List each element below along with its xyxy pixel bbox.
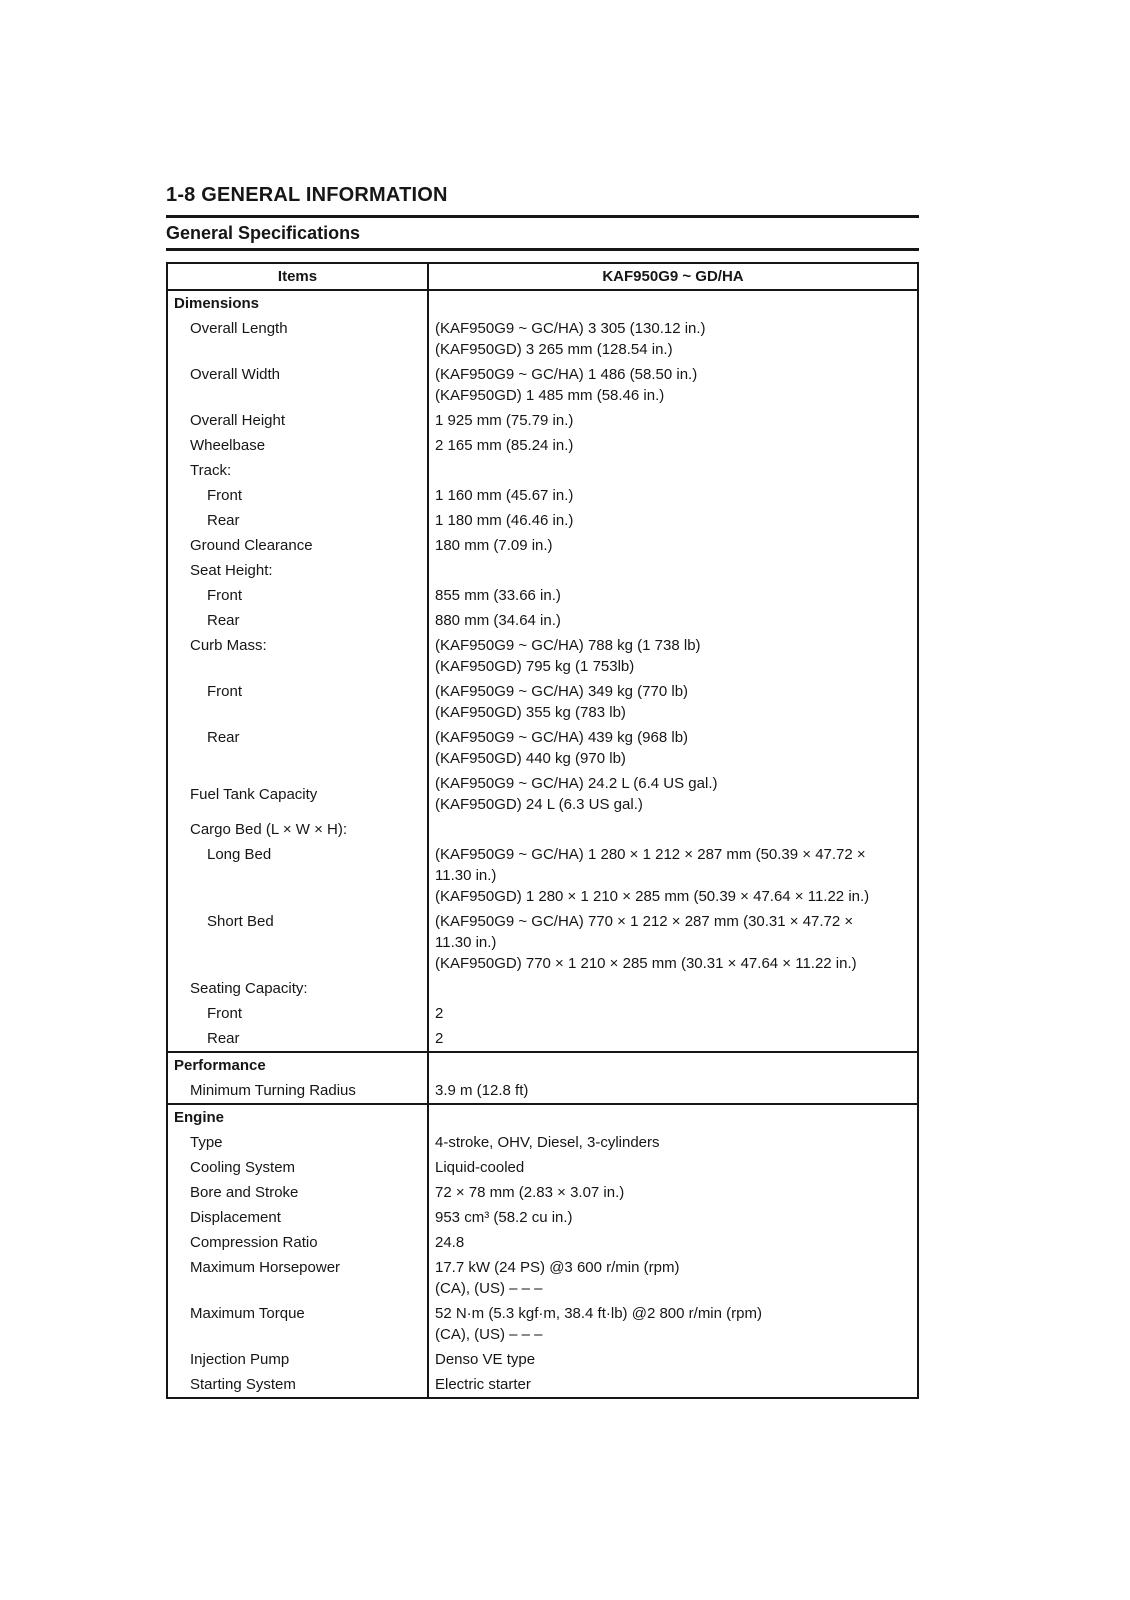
table-header-row [168,264,917,291]
title-rule [166,215,919,218]
row-value-line: 953 cm³ (58.2 cu in.) [435,1209,573,1226]
row-value-line: (KAF950GD) 440 kg (970 lb) [435,750,626,767]
table-row [168,1103,917,1130]
row-value [429,842,917,909]
row-label: Short Bed [168,909,429,976]
row-value [429,1205,917,1230]
row-value-line: (KAF950GD) 1 280 × 1 210 × 285 mm (50.39 × 47.64 × 11.22 in.) [435,888,870,905]
row-label: Front [168,1001,429,1026]
row-value [429,316,917,362]
row-label: Dimensions [168,291,429,316]
row-value [429,909,917,976]
table-row [168,508,917,533]
row-value [429,608,917,633]
table-row [168,458,917,483]
row-value [429,483,917,508]
row-value [429,633,917,679]
row-label: Overall Width [168,362,429,408]
row-label: Rear [168,725,429,771]
model-column-header: KAF950G9 ~ GD/HA [602,268,744,285]
table-row [168,1301,917,1347]
table-row [168,362,917,408]
row-label: Seating Capacity: [168,976,429,1001]
table-row [168,558,917,583]
row-value-line: 17.7 kW (24 PS) @3 600 r/min (rpm) [435,1259,680,1276]
row-value-line: (KAF950G9 ~ GC/HA) 24.2 L (6.4 US gal.) [435,775,718,792]
row-value-line: 11.30 in.) [435,867,497,884]
row-value-line: Denso VE type [435,1351,536,1368]
row-label: Minimum Turning Radius [168,1078,429,1103]
subsection-title: General Specifications [166,223,361,243]
table-row [168,1205,917,1230]
row-label: Engine [168,1105,429,1130]
row-value-line: Liquid-cooled [435,1159,525,1176]
row-value-line: 880 mm (34.64 in.) [435,612,561,629]
table-row [168,1130,917,1155]
row-value-line: 11.30 in.) [435,934,497,951]
row-value [429,558,917,583]
row-value-line: (KAF950G9 ~ GC/HA) 3 305 (130.12 in.) [435,320,706,337]
row-value-line: (KAF950G9 ~ GC/HA) 439 kg (968 lb) [435,729,689,746]
table-row [168,533,917,558]
spec-table-body [168,291,917,1397]
row-value [429,1105,917,1130]
row-value-line: (KAF950G9 ~ GC/HA) 788 kg (1 738 lb) [435,637,701,654]
row-label: Seat Height: [168,558,429,583]
row-value [429,1001,917,1026]
row-value-line: 1 160 mm (45.67 in.) [435,487,574,504]
row-label: Cooling System [168,1155,429,1180]
row-value [429,679,917,725]
row-label: Type [168,1130,429,1155]
row-value [429,976,917,1001]
table-row [168,1372,917,1397]
row-value-line: 4-stroke, OHV, Diesel, 3-cylinders [435,1134,660,1151]
page-content [166,183,919,1399]
table-row [168,1347,917,1372]
general-specifications-table [166,262,919,1399]
row-value [429,533,917,558]
row-value [429,771,917,817]
row-value-line: (KAF950G9 ~ GC/HA) 1 486 (58.50 in.) [435,366,698,383]
row-value-line: 1 925 mm (75.79 in.) [435,412,574,429]
row-value [429,725,917,771]
row-value-line: (KAF950G9 ~ GC/HA) 770 × 1 212 × 287 mm (30.31 × 47.72 × [435,913,854,930]
row-value-line: 52 N·m (5.3 kgf·m, 38.4 ft·lb) @2 800 r/min (rpm) [435,1305,762,1322]
row-label: Overall Height [168,408,429,433]
row-label: Performance [168,1053,429,1078]
row-value [429,408,917,433]
row-value [429,583,917,608]
row-label: Cargo Bed (L × W × H): [168,817,429,842]
row-value-line: (KAF950G9 ~ GC/HA) 1 280 × 1 212 × 287 mm (50.39 × 47.72 × [435,846,866,863]
table-row [168,291,917,316]
table-row [168,1180,917,1205]
row-value-line: (KAF950GD) 24 L (6.3 US gal.) [435,796,643,813]
table-row [168,608,917,633]
row-value-line: 24.8 [435,1234,465,1251]
row-label: Wheelbase [168,433,429,458]
row-label: Curb Mass: [168,633,429,679]
row-value-line: (KAF950GD) 770 × 1 210 × 285 mm (30.31 × 47.64 × 11.22 in.) [435,955,857,972]
row-label: Fuel Tank Capacity [168,771,429,817]
row-label: Overall Length [168,316,429,362]
row-value-line: (KAF950GD) 355 kg (783 lb) [435,704,626,721]
row-label: Front [168,679,429,725]
row-value [429,1347,917,1372]
row-label: Ground Clearance [168,533,429,558]
table-row [168,1230,917,1255]
table-row [168,976,917,1001]
row-label: Compression Ratio [168,1230,429,1255]
row-value-line: 2 [435,1005,444,1022]
row-value-line: (KAF950GD) 795 kg (1 753lb) [435,658,635,675]
row-value-line: 2 165 mm (85.24 in.) [435,437,574,454]
row-label: Starting System [168,1372,429,1397]
row-value [429,1372,917,1397]
table-row [168,679,917,725]
table-row [168,842,917,909]
subsection-rule [166,248,919,251]
row-label: Injection Pump [168,1347,429,1372]
row-value-line: (CA), (US) – – – [435,1326,543,1343]
row-label: Long Bed [168,842,429,909]
row-label: Front [168,583,429,608]
row-value-line: (KAF950GD) 3 265 mm (128.54 in.) [435,341,673,358]
row-value [429,291,917,316]
row-value [429,1155,917,1180]
table-row [168,909,917,976]
items-column-header: Items [168,264,429,289]
table-row [168,1078,917,1103]
table-row [168,817,917,842]
table-row [168,433,917,458]
row-value-line: 1 180 mm (46.46 in.) [435,512,574,529]
row-label: Maximum Torque [168,1301,429,1347]
table-row [168,771,917,817]
row-value-line: 2 [435,1030,444,1047]
row-label: Front [168,483,429,508]
row-label: Bore and Stroke [168,1180,429,1205]
row-value [429,362,917,408]
row-value-line: 855 mm (33.66 in.) [435,587,561,604]
row-value [429,1078,917,1103]
row-value-line: (KAF950GD) 1 485 mm (58.46 in.) [435,387,665,404]
row-label: Rear [168,1026,429,1051]
row-value [429,1130,917,1155]
row-value-line: Electric starter [435,1376,531,1393]
table-row [168,1001,917,1026]
table-row [168,1051,917,1078]
row-value-line: (CA), (US) – – – [435,1280,543,1297]
row-value [429,1026,917,1051]
row-value-line: (KAF950G9 ~ GC/HA) 349 kg (770 lb) [435,683,689,700]
row-value-line: 3.9 m (12.8 ft) [435,1082,529,1099]
row-label: Rear [168,508,429,533]
row-value [429,458,917,483]
row-value [429,508,917,533]
row-value [429,1180,917,1205]
table-row [168,483,917,508]
row-value [429,817,917,842]
row-value [429,1255,917,1301]
page-title: 1-8 GENERAL INFORMATION [166,184,448,206]
table-row [168,1026,917,1051]
table-row [168,316,917,362]
row-label: Rear [168,608,429,633]
row-label: Maximum Horsepower [168,1255,429,1301]
row-value [429,1053,917,1078]
row-value [429,433,917,458]
row-value [429,1230,917,1255]
row-value-line: 180 mm (7.09 in.) [435,537,553,554]
table-row [168,1155,917,1180]
row-value [429,1301,917,1347]
table-row [168,633,917,679]
row-value-line: 72 × 78 mm (2.83 × 3.07 in.) [435,1184,625,1201]
row-label: Displacement [168,1205,429,1230]
table-row [168,583,917,608]
table-row [168,408,917,433]
row-label: Track: [168,458,429,483]
table-row [168,725,917,771]
table-row [168,1255,917,1301]
